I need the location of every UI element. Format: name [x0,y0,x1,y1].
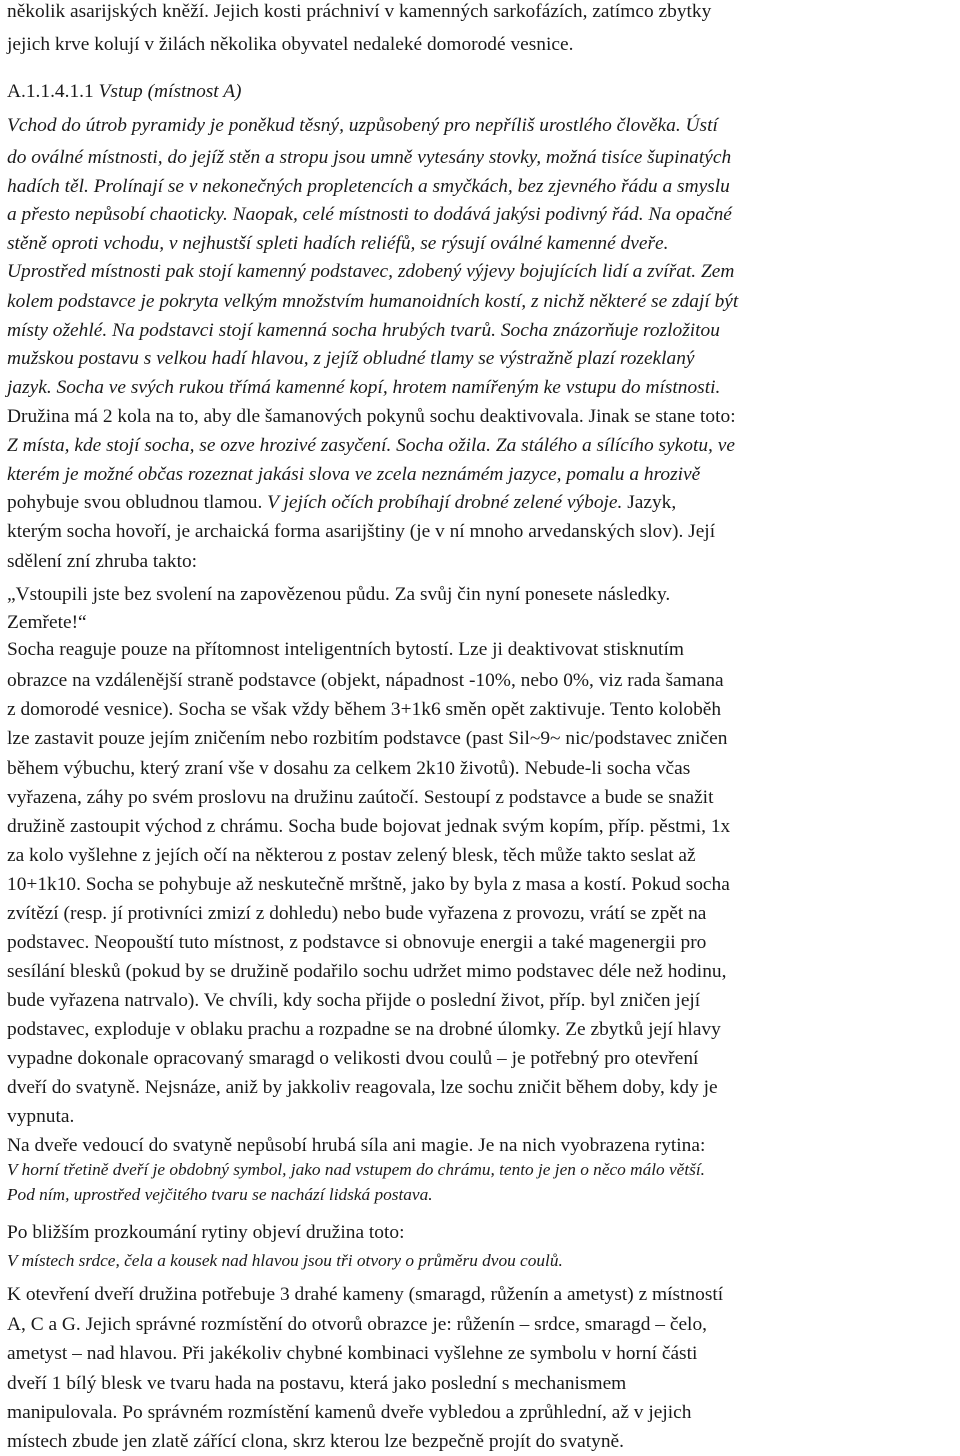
text-line: 10+1k10. Socha se pohybuje až neskutečně mrštně, jako by byla z masa a kostí. Pokud socha [7,874,730,895]
text-line: Vchod do útrob pyramidy je poněkud těsný, uzpůsobený pro nepříliš urostlého člověka. Ústí [7,115,718,136]
text-line: Po bližším prozkoumání rytiny objeví družina toto: [7,1222,405,1243]
text-line: Uprostřed místnosti pak stojí kamenný podstavec, zdobený výjevy bojujících lidí a zvířat. Zem [7,261,735,282]
text-line: kterým socha hovoří, je archaická forma asarijštiny (je v ní mnoho arvedanských slov). Její [7,521,716,542]
text-span: Jazyk, [622,492,677,513]
text-line: dveří 1 bílý blesk ve tvaru hada na postavu, která jako poslední s mechanismem [7,1373,627,1394]
text-line: z domorodé vesnice). Socha se však vždy během 3+1k6 směn opět zaktivuje. Tento koloběh [7,699,722,720]
text-line: sdělení zní zhruba takto: [7,551,198,572]
text-line: podstavec. Neopouští tuto místnost, z podstavce si obnovuje energii a také magenergii pro [7,932,707,953]
text-line: za kolo vyšlehne z jejích očí na některou z postav zelený blesk, těch může takto seslat až [7,845,696,866]
text-line: jazyk. Socha ve svých rukou třímá kamenné kopí, hrotem namířeným ke vstupu do místnosti. [7,377,721,398]
text-line: a přesto nepůsobí chaoticky. Naopak, celé místnosti to dodává jakýsi podivný řád. Na opačné [7,204,732,225]
quote-line: „Vstoupili jste bez svolení na zapovězenou půdu. Za svůj čin nyní ponesete následky. [7,584,671,605]
text-line: stěně oproti vchodu, v nejhustší spleti hadích reliéfů, se rýsují oválné kamenné dveře. [7,233,669,254]
text-line: Na dveře vedoucí do svatyně nepůsobí hrubá síla ani magie. Je na nich vyobrazena rytina: [7,1135,706,1156]
text-line: vypnuta. [7,1106,75,1127]
text-line: vypadne dokonale opracovaný smaragd o velikosti dvou coulů – je potřebný pro otevření [7,1048,699,1069]
text-line: Socha reaguje pouze na přítomnost inteligentních bytostí. Lze ji deaktivovat stisknutím [7,639,684,660]
text-line: kterém je možné občas rozeznat jakási slova ve zcela neznámém jazyce, pomalu a hrozivě [7,464,701,485]
section-number: A.1.1.4.1.1 [7,81,99,102]
text-line: několik asarijských kněží. Jejich kosti práchniví v kamenných sarkofázích, zatímco zbytky [7,1,712,22]
quote-line: Zemřete!“ [7,612,87,633]
text-line: obrazce na vzdálenější straně podstavce (objekt, nápadnost -10%, nebo 0%, viz rada šamana [7,670,724,691]
text-line: A, C a G. Jejich správné rozmístění do otvorů obrazce je: růženín – srdce, smaragd – čelo, [7,1314,707,1335]
text-line: lze zastavit pouze jejím zničením nebo rozbitím podstavce (past Sil~9~ nic/podstavec zničen [7,728,728,749]
text-line: jejich krve kolují v žilách několika obyvatel nedaleké domorodé vesnice. [7,34,574,55]
text-line: místy ožehlé. Na podstavci stojí kamenná socha hrubých tvarů. Socha znázorňuje rozložitou [7,320,720,341]
text-line: družině zastoupit východ z chrámu. Socha bude bojovat jednak svým kopím, příp. pěstmi, 1x [7,816,731,837]
text-line: podstavec, exploduje v oblaku prachu a rozpadne se na drobné úlomky. Ze zbytků její hlavy [7,1019,721,1040]
text-line-mixed [7,491,676,515]
text-line-small: V místech srdce, čela a kousek nad hlavou jsou tři otvory o průměru dvou coulů. [7,1251,563,1270]
text-line: hadích těl. Prolínají se v nekonečných propletencích a smyčkách, bez zjevného řádu a smyslu [7,176,730,197]
text-line: zvítězí (resp. jí protivníci zmizí z dohledu) nebo bude vyřazena z provozu, vrátí se zpět na [7,903,707,924]
section-title: Vstup (místnost A) [98,81,242,102]
text-line: sesílání blesků (pokud by se družině podařilo sochu udržet mimo podstavec déle než hodinu, [7,961,727,982]
text-line: manipulovala. Po správném rozmístění kamenů dveře vybledou a zprůhlední, až v jejich [7,1402,692,1423]
text-line: ametyst – nad hlavou. Při jakékoliv chybné kombinaci vyšlehne ze symbolu v horní části [7,1343,698,1364]
text-span-italic: V jejích očích probíhají drobné zelené výboje. [267,492,623,513]
text-span: pohybuje svou obludnou tlamou. [7,492,268,513]
section-heading [7,80,242,104]
text-line: během výbuchu, který zraní vše v dosahu za celkem 2k10 životů). Nebude-li socha včas [7,758,691,779]
text-line: vyřazena, záhy po svém proslovu na družinu zaútočí. Sestoupí z podstavce a bude se snažit [7,787,714,808]
text-line: bude vyřazena natrvalo). Ve chvíli, kdy socha přijde o poslední život, příp. byl zničen její [7,990,701,1011]
text-line: K otevření dveří družina potřebuje 3 drahé kameny (smaragd, růženín a ametyst) z místností [7,1284,724,1305]
text-line: do oválné místnosti, do jejíž stěn a stropu jsou umně vytesány stovky, možná tisíce šupinatých [7,147,732,168]
text-line: Z místa, kde stojí socha, se ozve hrozivé zasyčení. Socha ožila. Za stálého a sílícího sykotu, ve [7,435,735,456]
text-line: místech zbude jen zlatě zářící clona, skrz kterou lze bezpečně projít do svatyně. [7,1431,624,1452]
text-line-small: V horní třetině dveří je obdobný symbol, jako nad vstupem do chrámu, tento je jen o něco málo větší. [7,1160,705,1179]
text-line: Družina má 2 kola na to, aby dle šamanových pokynů sochu deaktivovala. Jinak se stane toto: [7,406,736,427]
text-line: dveří do svatyně. Nejsnáze, aniž by jakkoliv reagovala, lze sochu zničit během doby, kdy je [7,1077,718,1098]
text-line: kolem podstavce je pokryta velkým množstvím humanoidních kostí, z nichž některé se zdají být [7,291,739,312]
text-line: mužskou postavu s velkou hadí hlavou, z jejíž obludné tlamy se výstražně plazí rozeklaný [7,348,695,369]
text-line-small: Pod ním, uprostřed vejčitého tvaru se nachází lidská postava. [7,1185,433,1204]
